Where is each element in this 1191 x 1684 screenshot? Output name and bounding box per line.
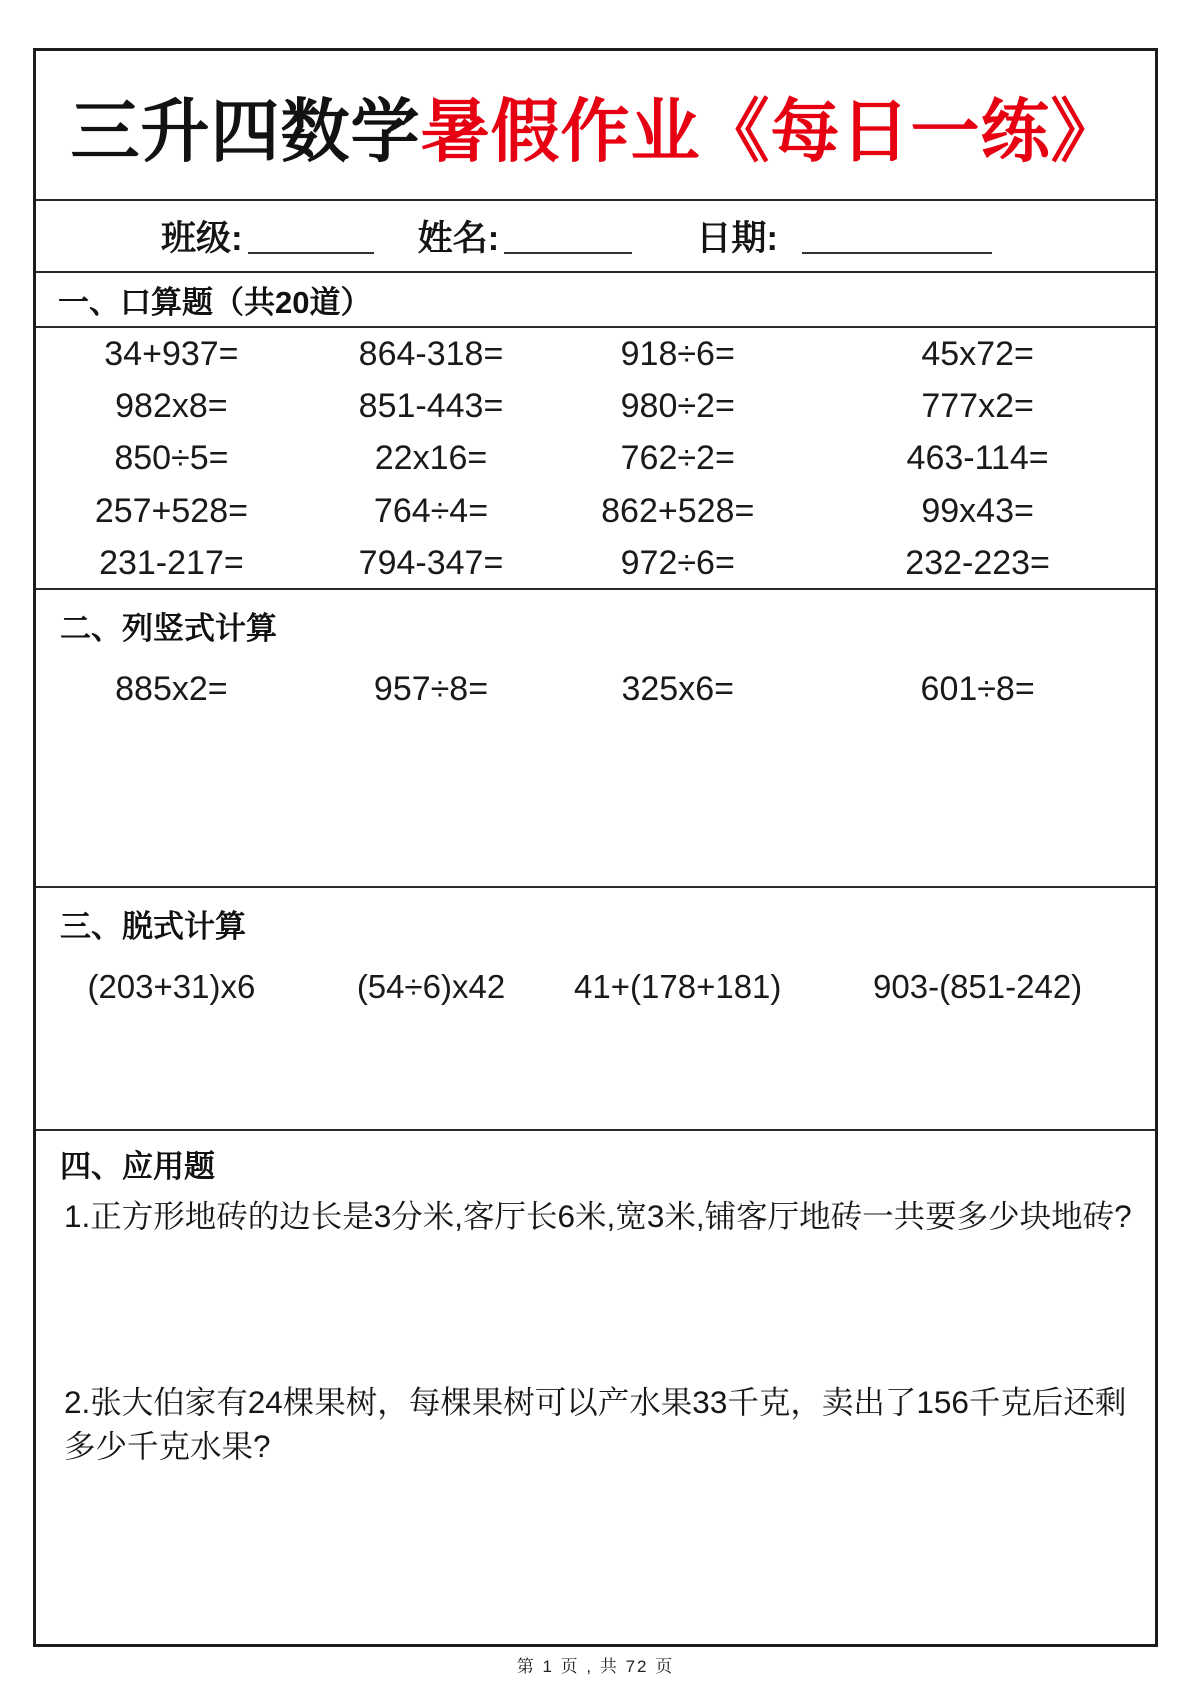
vertical-problem: 601÷8= bbox=[920, 670, 1035, 708]
oral-problem: 864-318= bbox=[358, 334, 504, 373]
worksheet-page bbox=[33, 48, 1158, 1647]
class-blank-field bbox=[248, 218, 374, 254]
oral-problem: 972÷6= bbox=[620, 544, 735, 583]
vertical-problem: 957÷8= bbox=[373, 670, 489, 708]
section-word-heading: 四、应用题 bbox=[60, 1149, 215, 1184]
offform-problem: (203+31)x6 bbox=[87, 968, 256, 1005]
oral-problem: 777x2= bbox=[921, 387, 1034, 426]
oral-problem: 463-114= bbox=[906, 439, 1049, 478]
oral-problem: 22x16= bbox=[374, 439, 488, 478]
oral-problem: 257+528= bbox=[94, 491, 248, 530]
oral-problems-grid bbox=[36, 328, 1155, 590]
name-label: 姓名: bbox=[417, 219, 500, 258]
vertical-problem: 885x2= bbox=[115, 670, 228, 708]
page-title bbox=[36, 51, 1155, 201]
oral-problem: 851-443= bbox=[358, 387, 504, 426]
oral-problem: 862+528= bbox=[601, 491, 755, 530]
oral-problem: 982x8= bbox=[115, 387, 228, 426]
oral-problem: 45x72= bbox=[921, 334, 1034, 373]
word-problem-1: 1.正方形地砖的边长是3分米,客厅长6米,宽3米,铺客厅地砖一共要多少块地砖? bbox=[64, 1198, 1132, 1234]
date-label: 日期: bbox=[696, 219, 778, 258]
section-vertical-heading: 二、列竖式计算 bbox=[60, 611, 277, 646]
oral-problem: 231-217= bbox=[99, 544, 244, 583]
oral-problem: 980÷2= bbox=[620, 387, 735, 426]
word-problem-2: 2.张大伯家有24棵果树，每棵果树可以产水果33千克，卖出了156千克后还剩多少千克水果? bbox=[64, 1384, 1127, 1465]
section-oral-heading: 一、口算题（共20道） bbox=[58, 285, 372, 320]
oral-problem: 34+937= bbox=[104, 334, 239, 373]
section-word bbox=[36, 1131, 1155, 1644]
offform-problem: 41+(178+181) bbox=[574, 968, 782, 1005]
offform-problem: 903-(851-242) bbox=[873, 968, 1083, 1005]
vertical-problems-row bbox=[36, 670, 1155, 709]
section-offform bbox=[36, 888, 1155, 1131]
oral-problem: 99x43= bbox=[921, 491, 1034, 530]
section-oral bbox=[36, 273, 1155, 328]
oral-problem: 762÷2= bbox=[620, 439, 735, 478]
page-title-red: 暑假作业《每日一练》 bbox=[420, 92, 1121, 170]
class-label: 班级: bbox=[161, 219, 243, 258]
name-blank-field bbox=[504, 218, 632, 254]
section-offform-heading: 三、脱式计算 bbox=[60, 909, 246, 944]
oral-problem: 794-347= bbox=[358, 544, 504, 583]
date-blank-field bbox=[802, 218, 992, 254]
offform-problem: (54÷6)x42 bbox=[356, 968, 506, 1005]
vertical-problem: 325x6= bbox=[621, 670, 734, 708]
page-title-black: 三升四数学 bbox=[70, 92, 421, 170]
student-info-row bbox=[36, 201, 1155, 273]
oral-problem: 764÷4= bbox=[373, 491, 489, 530]
page-footer: 第 1 页 , 共 72 页 bbox=[516, 1657, 675, 1676]
offform-problems-row bbox=[36, 968, 1155, 1006]
oral-problem: 918÷6= bbox=[620, 334, 735, 373]
oral-problem: 232-223= bbox=[905, 544, 1050, 583]
oral-problem: 850÷5= bbox=[114, 439, 229, 478]
section-vertical bbox=[36, 590, 1155, 888]
